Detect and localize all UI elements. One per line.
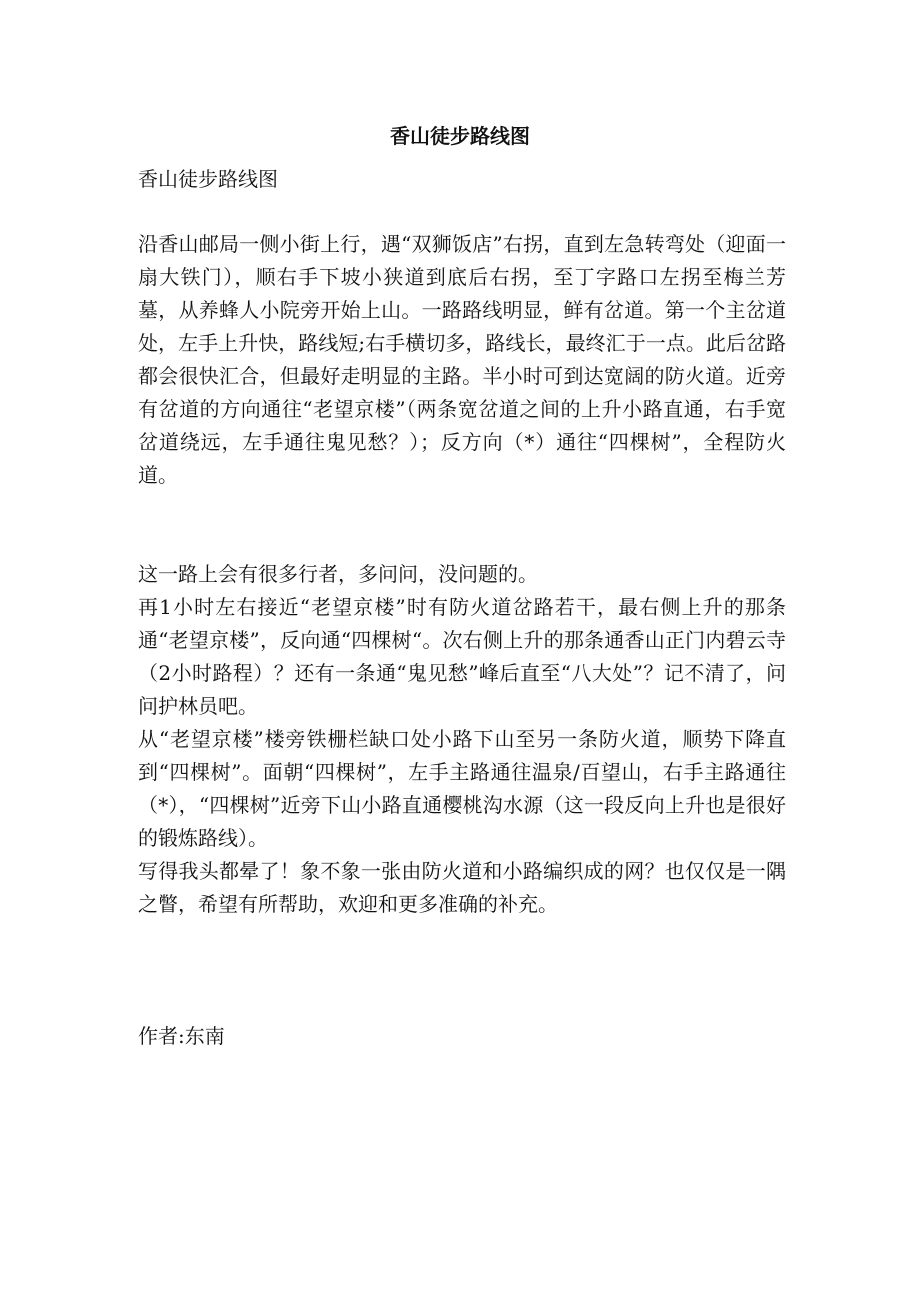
document-body	[138, 163, 786, 1053]
blank-line	[138, 492, 786, 558]
paragraph-closing: 写得我头都晕了！象不象一张由防火道和小路编织成的网？也仅仅是一隅之瞥，希望有所帮助，欢迎和更多准确的补充。	[138, 859, 786, 916]
paragraph-four-trees: 从“老望京楼”楼旁铁栅栏缺口处小路下山至另一条防火道，顺势下降直到“四棵树”。面朝“四棵树”，左手主路通往温泉/百望山，右手主路通往（*），“四棵树”近旁下山小路直通樱桃沟水源（这一段反向上升也是很好的锻炼路线）。	[138, 727, 786, 850]
blank-line	[138, 921, 786, 1020]
author-line: 作者:东南	[138, 1024, 225, 1048]
blank-line	[138, 196, 786, 228]
paragraph-ask-people: 这一路上会有很多行者，多问问，没问题的。	[138, 562, 538, 586]
document-title: 香山徒步路线图	[390, 124, 530, 148]
paragraph-route-start: 沿香山邮局一侧小街上行，遇“双狮饭店”右拐，直到左急转弯处（迎面一扇大铁门），顺右手下坡小狭道到底后右拐，至丁字路口左拐至梅兰芳墓，从养蜂人小院旁开始上山。一路路线明显，鲜有岔道。第一个主岔道处，左手上升快，路线短;右手横切多，路线长，最终汇于一点。此后岔路都会很快汇合，但最好走明显的主路。半小时可到达宽阔的防火道。近旁有岔道的方向通往“老望京楼”（两条宽岔道之间的上升小路直通，右手宽岔道绕远，左手通往鬼见愁？）；反方向（*）通往“四棵树”，全程防火道。	[138, 232, 786, 487]
paragraph-old-wangjinglou: 再1小时左右接近“老望京楼”时有防火道岔路若干，最右侧上升的那条通“老望京楼”，反向通“四棵树“。次右侧上升的那条通香山正门内碧云寺（2小时路程）？还有一条通“鬼见愁”峰后直至“八大处”？记不清了，问问护林员吧。	[138, 595, 786, 718]
subtitle-line: 香山徒步路线图	[138, 167, 278, 191]
